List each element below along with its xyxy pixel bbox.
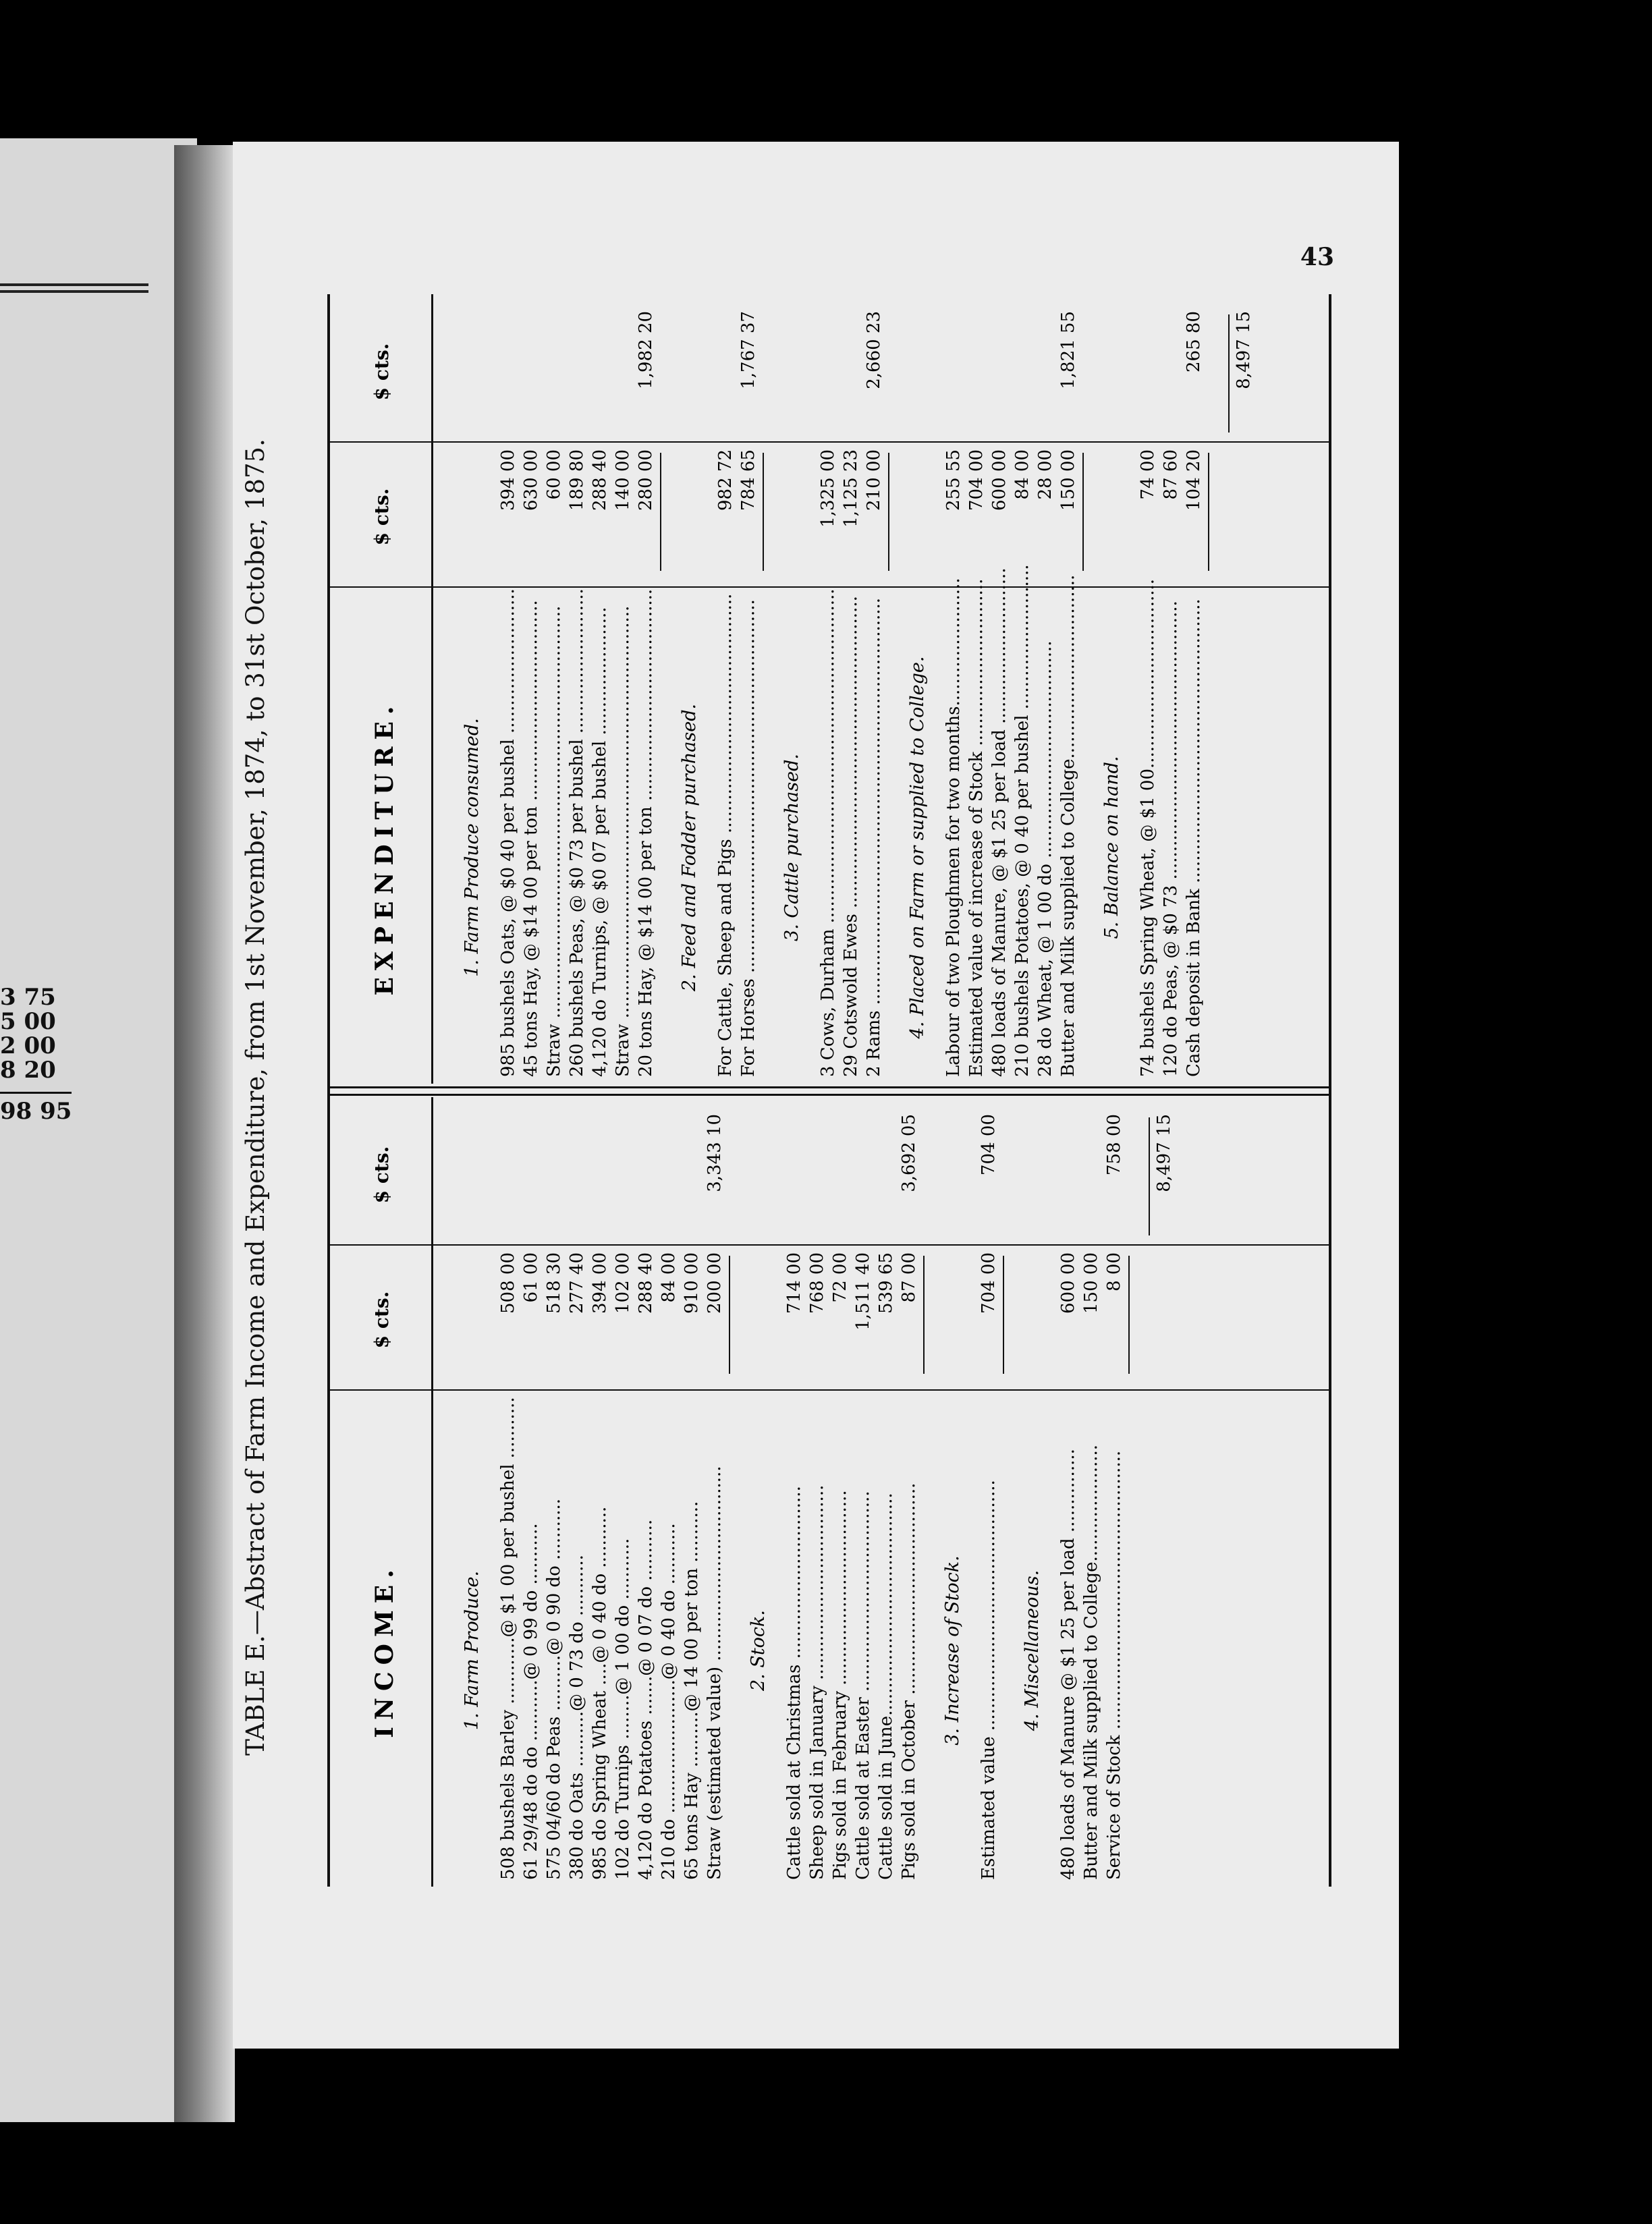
section-title: 5. Balance on hand. [1101, 756, 1122, 939]
row-amount: 28 00 [1035, 449, 1055, 500]
row-label: 4,120 do Turnips, @ $0 07 per bushel ....................... [590, 607, 610, 1077]
income-col1-header: $ cts. [370, 1291, 393, 1349]
row-amount: 1,982 20 [636, 311, 656, 389]
expenditure-col1-header: $ cts. [370, 488, 393, 546]
row-amount: 2,660 23 [864, 311, 884, 389]
row-label: Sheep sold in January ................................... [807, 1484, 827, 1880]
subtotal-rule [729, 1256, 730, 1374]
table-title: TABLE E.—Abstract of Farm Income and Expenditure, from 1st November, 1874, to 31st October, 1875. [241, 439, 270, 1756]
double-rule [330, 1086, 1329, 1096]
row-amount: 84 00 [659, 1252, 679, 1303]
row-label: 985 bushels Oats, @ $0 40 per bushel .......................... [498, 588, 518, 1077]
row-amount: 3,692 05 [899, 1114, 919, 1192]
row-amount: 87 60 [1161, 449, 1181, 500]
total-rule [1149, 1117, 1150, 1235]
row-label: Pigs sold in October ...................................... [899, 1482, 919, 1880]
row-label: 480 loads of Manure @ $1 25 per load ............... [1058, 1449, 1078, 1880]
row-label: 3 Cows, Durham ............................................................ [818, 588, 838, 1077]
row-amount: 150 00 [1058, 449, 1078, 511]
left-page [0, 138, 197, 2122]
section-title: 2. Feed and Fodder purchased. [679, 703, 700, 992]
row-amount: 140 00 [613, 449, 633, 511]
row-amount: 84 00 [1012, 449, 1032, 500]
row-amount: 72 00 [830, 1252, 850, 1303]
row-amount: 910 00 [682, 1252, 702, 1314]
book-spine [174, 145, 235, 2122]
left-number: 3 75 [0, 984, 56, 1011]
row-amount: 394 00 [498, 449, 518, 511]
row-amount: 87 00 [899, 1252, 919, 1303]
row-amount: 3,343 10 [705, 1114, 725, 1192]
row-amount: 1,821 55 [1058, 311, 1078, 389]
row-label: Estimated value ............................................. [979, 1480, 999, 1880]
row-label: 120 do Peas, @ $0 73 .................................................. [1161, 601, 1181, 1077]
row-amount: 982 72 [715, 449, 736, 511]
column-rule [330, 441, 1329, 443]
row-amount: 518 30 [544, 1252, 564, 1314]
rotated-table-content [233, 142, 1399, 2049]
expenditure-header [330, 294, 433, 1084]
row-amount: 600 00 [1058, 1252, 1078, 1314]
row-amount: 265 80 [1184, 311, 1204, 372]
row-label: 4,120 do Potatoes .......@ 0 07 do ........... [636, 1519, 656, 1880]
column-rule [330, 1389, 1329, 1391]
section-title: 4. Placed on Farm or supplied to College. [907, 656, 928, 1039]
section-title: 2. Stock. [748, 1610, 769, 1692]
row-amount: 277 40 [567, 1252, 587, 1314]
row-amount: 200 00 [705, 1252, 725, 1314]
row-label: Straw (estimated value) ................................... [705, 1466, 725, 1880]
row-label: Service of Stock .................................................. [1104, 1450, 1124, 1880]
row-label: Cattle sold in June........................................ [876, 1493, 896, 1880]
row-amount: 758 00 [1104, 1114, 1124, 1175]
abstract-table [327, 294, 1331, 1887]
section-title: 4. Miscellaneous. [1022, 1569, 1043, 1731]
row-label: 20 tons Hay, @ $14 00 per ton ...................................... [636, 588, 656, 1077]
row-amount: 630 00 [521, 449, 541, 511]
total-rule [1228, 314, 1230, 433]
row-label: 508 bushels Barley ............@ $1 00 per bushel ........... [498, 1397, 518, 1880]
row-label: 380 do Oats ..........@ 0 73 do ........... [567, 1555, 587, 1880]
row-label: 210 do ........................@ 0 40 do ........... [659, 1523, 679, 1880]
row-label: 985 do Spring Wheat ....@ 0 40 do ........... [590, 1506, 610, 1880]
subtotal-rule [1128, 1256, 1130, 1374]
row-amount: 394 00 [590, 1252, 610, 1314]
row-label: 61 29/48 do do ...........@ 0 99 do ........... [521, 1523, 541, 1880]
subtotal-rule [923, 1256, 925, 1374]
row-label: For Horses ................................................................... [738, 599, 759, 1077]
section-title: 1. Farm Produce consumed. [462, 718, 483, 977]
row-label: Cattle sold at Christmas ............................... [784, 1486, 804, 1880]
left-number: 5 00 [0, 1008, 56, 1035]
column-rule [330, 586, 1329, 588]
subtotal-rule [660, 453, 661, 571]
row-amount: 104 20 [1184, 449, 1204, 511]
row-label: Straw .......................................................................... [613, 605, 633, 1077]
row-amount: 1,125 23 [841, 449, 861, 528]
row-label: 29 Cotswold Ewes ........................................................ [841, 596, 861, 1077]
row-amount: 1,767 37 [738, 311, 759, 389]
row-label: Butter and Milk supplied to College..................... [1081, 1444, 1101, 1880]
row-label: 480 loads of Manure, @ $1 25 per load ............................ [989, 567, 1010, 1077]
row-amount: 768 00 [807, 1252, 827, 1314]
section-title: 3. Increase of Stock. [942, 1555, 963, 1746]
row-amount: 704 00 [979, 1252, 999, 1314]
left-page-numbers [0, 985, 72, 1123]
page-number: 43 [1300, 243, 1334, 271]
row-label: Cash deposit in Bank ................................................... [1184, 599, 1204, 1077]
left-number: 8 20 [0, 1057, 56, 1084]
income-header [330, 1097, 433, 1887]
row-amount: 288 40 [636, 1252, 656, 1314]
subtotal-rule [1082, 453, 1084, 571]
divider [0, 290, 148, 293]
row-label: Straw .......................................................................... [544, 605, 564, 1077]
row-label: 575 04/60 do Peas ..........@ 0 90 do ........... [544, 1498, 564, 1880]
row-amount: 255 55 [943, 449, 964, 511]
divider [0, 283, 148, 286]
row-amount: 508 00 [498, 1252, 518, 1314]
row-amount: 74 00 [1138, 449, 1158, 500]
row-label: Estimated value of increase of Stock .............................. [966, 578, 987, 1077]
column-rule [330, 1244, 1329, 1246]
expenditure-heading: EXPENDITURE. [370, 699, 399, 996]
row-label: Cattle sold at Easter .................................... [853, 1491, 873, 1880]
row-amount: 539 65 [876, 1252, 896, 1314]
expenditure-col2-header: $ cts. [370, 343, 393, 401]
row-label: Labour of two Ploughmen for two months....................... [943, 578, 964, 1077]
section-title: 1. Farm Produce. [462, 1570, 483, 1731]
row-amount: 61 00 [521, 1252, 541, 1303]
income-heading: INCOME. [370, 1563, 399, 1738]
grand-total: 8,497 15 [1234, 311, 1254, 389]
expenditure-column [330, 294, 1329, 1084]
row-amount: 1,325 00 [818, 449, 838, 528]
row-label: Butter and Milk supplied to College................................. [1058, 574, 1078, 1077]
row-amount: 784 65 [738, 449, 759, 511]
row-amount: 714 00 [784, 1252, 804, 1314]
row-label: 102 do Turnips ........@ 1 00 do ........... [613, 1538, 633, 1880]
row-label: 65 tons Hay ..........@ 14 00 per ton ........... [682, 1501, 702, 1880]
row-label: Pigs sold in February ................................... [830, 1490, 850, 1880]
row-label: For Cattle, Sheep and Pigs ........................................... [715, 593, 736, 1077]
row-amount: 150 00 [1081, 1252, 1101, 1314]
subtotal-rule [888, 453, 889, 571]
row-amount: 600 00 [989, 449, 1010, 511]
row-amount: 288 40 [590, 449, 610, 511]
row-amount: 102 00 [613, 1252, 633, 1314]
income-column [330, 1097, 1329, 1887]
row-amount: 704 00 [966, 449, 987, 511]
income-col2-header: $ cts. [370, 1146, 393, 1204]
subtotal-rule [763, 453, 764, 571]
row-label: 260 bushels Peas, @ $0 73 per bushel .......................... [567, 588, 587, 1077]
grand-total: 8,497 15 [1154, 1114, 1174, 1192]
subtotal-rule [1003, 1256, 1004, 1374]
row-amount: 280 00 [636, 449, 656, 511]
row-amount: 1,511 40 [853, 1252, 873, 1331]
left-number: 98 95 [0, 1092, 72, 1123]
section-title: 3. Cattle purchased. [781, 754, 802, 941]
row-amount: 189 80 [567, 449, 587, 511]
row-amount: 210 00 [864, 449, 884, 511]
row-amount: 8 00 [1104, 1252, 1124, 1291]
row-amount: 704 00 [979, 1114, 999, 1175]
document-page [233, 142, 1399, 2049]
row-label: 2 Rams ......................................................................... [864, 597, 884, 1077]
left-number: 2 00 [0, 1032, 56, 1059]
row-label: 28 do Wheat, @ 1 00 do ....................................... [1035, 640, 1055, 1077]
row-label: 74 bushels Spring Wheat, @ $1 00.................................. [1138, 578, 1158, 1077]
row-label: 45 tons Hay, @ $14 00 per ton .................................... [521, 600, 541, 1077]
subtotal-rule [1208, 453, 1209, 571]
row-label: 210 bushels Potatoes, @ 0 40 per bushel .......................... [1012, 564, 1032, 1077]
row-amount: 60 00 [544, 449, 564, 500]
